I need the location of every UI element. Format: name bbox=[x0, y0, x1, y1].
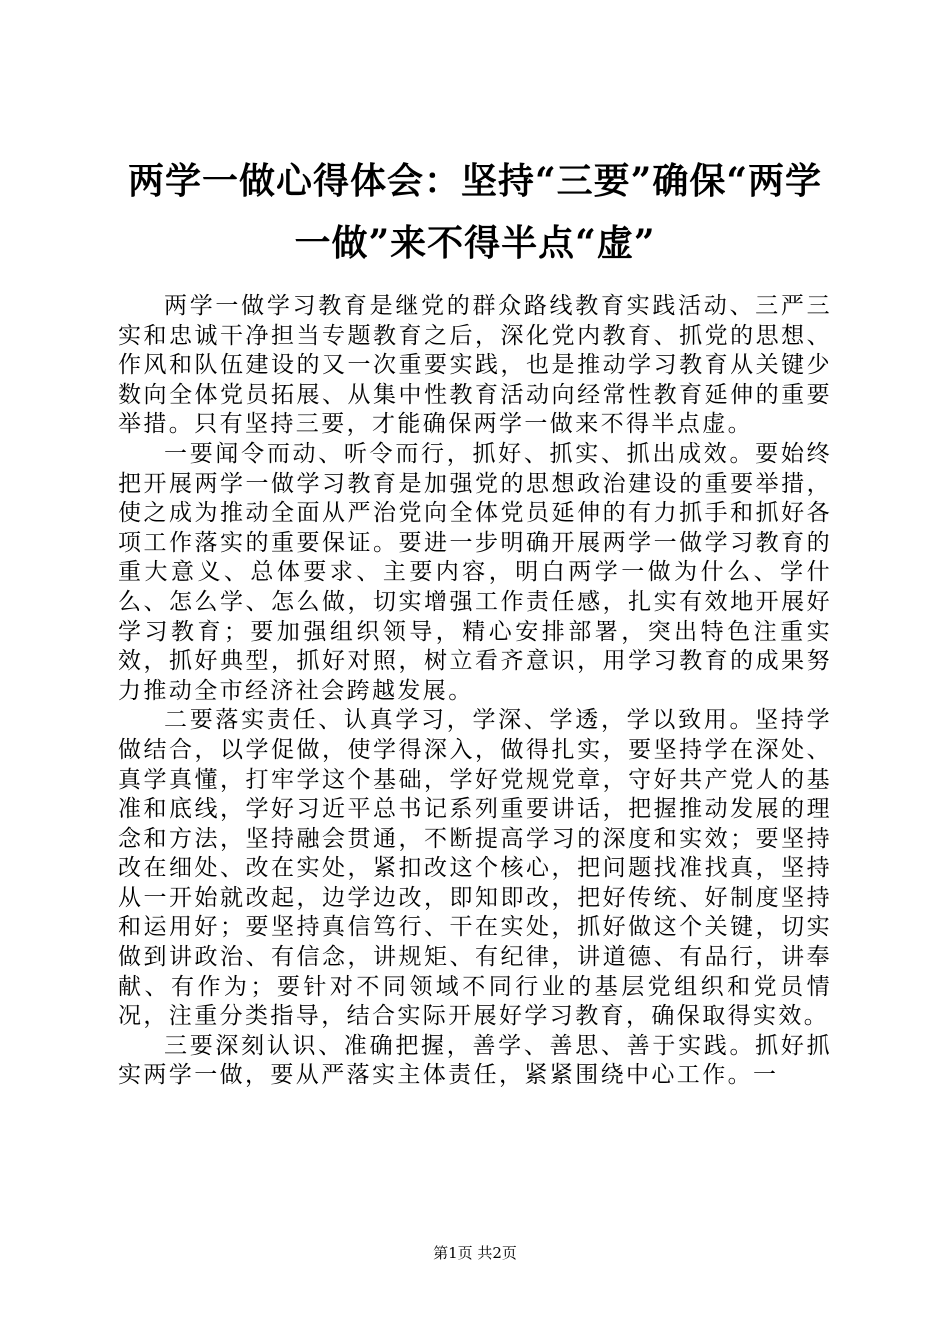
document-body bbox=[118, 292, 832, 1091]
document-title: 两学一做心得体会：坚持“三要”确保“两学一做”来不得半点“虚” bbox=[127, 160, 823, 264]
paragraph-point-two: 二要落实责任、认真学习，学深、学透，学以致用。坚持学做结合，以学促做，使学得深入，做得扎实，要坚持学在深处、真学真懂，打牢学这个基础，学好党规党章，守好共产党人的基准和底线，学好习近平总书记系列重要讲话，把握推动发展的理念和方法，坚持融会贯通，不断提高学习的深度和实效；要坚持改在细处、改在实处，紧扣改这个核心，把问题找准找真，坚持从一开始就改起，边学边改，即知即改，把好传统、好制度坚持和运用好；要坚持真信笃行、干在实处，抓好做这个关键，切实做到讲政治、有信念，讲规矩、有纪律，讲道德、有品行，讲奉献、有作为；要针对不同领域不同行业的基层党组织和党员情况，注重分类指导，结合实际开展好学习教育，确保取得实效。 bbox=[118, 707, 832, 1030]
page-number-footer: 第1页 共2页 bbox=[433, 1244, 517, 1262]
paragraph-intro: 两学一做学习教育是继党的群众路线教育实践活动、三严三实和忠诚干净担当专题教育之后，深化党内教育、抓党的思想、作风和队伍建设的又一次重要实践，也是推动学习教育从关键少数向全体党员拓展、从集中性教育活动向经常性教育延伸的重要举措。只有坚持三要，才能确保两学一做来不得半点虚。 bbox=[118, 293, 832, 438]
paragraph-point-three: 三要深刻认识、准确把握，善学、善思、善于实践。抓好抓实两学一做，要从严落实主体责任，紧紧围绕中心工作。一 bbox=[118, 1032, 832, 1089]
paragraph-point-one: 一要闻令而动、听令而行，抓好、抓实、抓出成效。要始终把开展两学一做学习教育是加强党的思想政治建设的重要举措，使之成为推动全面从严治党向全体党员延伸的有力抓手和抓好各项工作落实的重要保证。要进一步明确开展两学一做学习教育的重大意义、总体要求、主要内容，明白两学一做为什么、学什么、怎么学、怎么做，切实增强工作责任感，扎实有效地开展好学习教育；要加强组织领导，精心安排部署，突出特色注重实效，抓好典型，抓好对照，树立看齐意识，用学习教育的成果努力推动全市经济社会跨越发展。 bbox=[118, 440, 832, 704]
